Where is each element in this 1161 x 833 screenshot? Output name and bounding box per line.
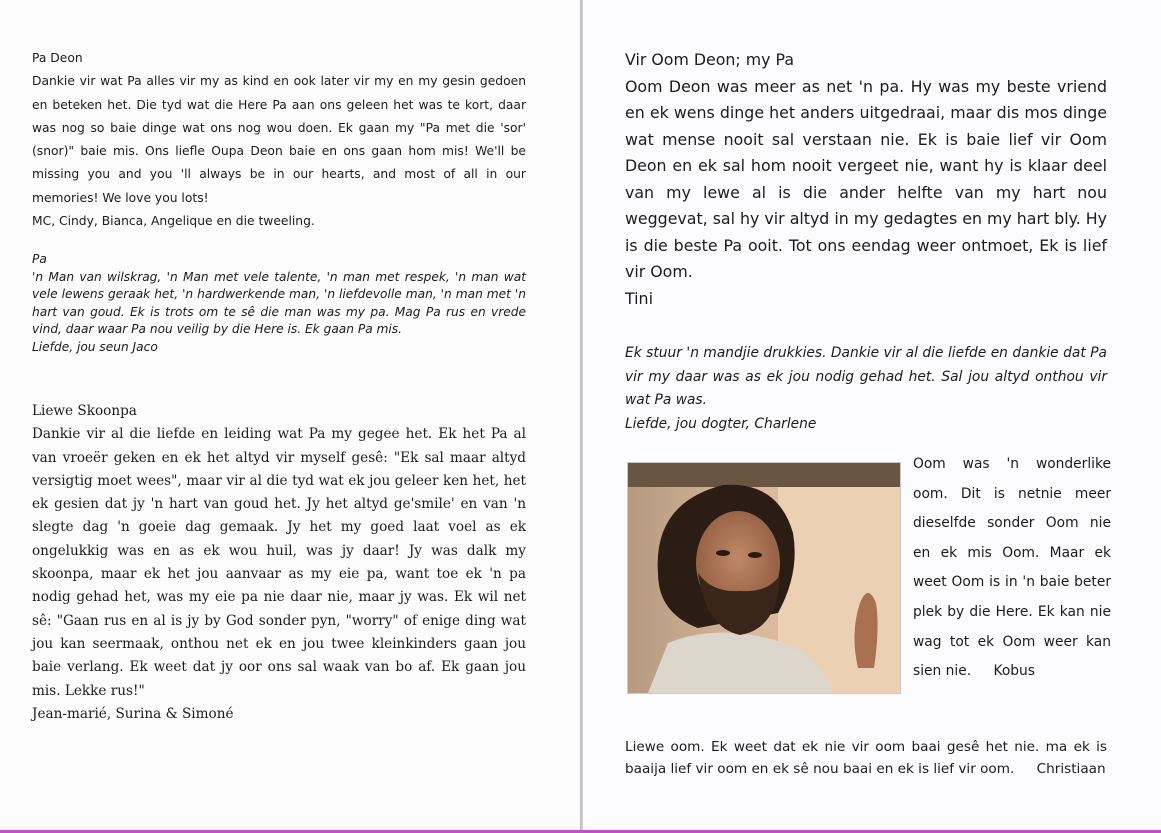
tribute-pa-deon: [32, 47, 526, 233]
tribute-body: Dankie vir al die liefde en leiding wat Pa my gegee het. Ek het Pa al van vroeër geken en ek het altyd vir myself gesê: "Ek sal maar altyd versigtig moet wees", maar vir al die tyd wat ek jou geleer ken het, het ek gesien dat jy 'n hart van goud het. Jy het altyd ge'smile' en van 'n slegte dag 'n goeie dag gemaak. Jy het my goed laat voel as ek ongelukkig was en as ek wou huil, was jy daar! Jy was dalk my skoonpa, maar ek het jou aanvaar as my eie pa, want toe ek 'n pa nodig gehad het, was my eie pa nie daar nie, maar jy was. Ek wil net sê: "Gaan rus en al is jy by God sonder pyn, "worry" of enige ding wat jou kan seermaak, onthou net ek en jou twee kleinkinders gaan jou baie verlang. Ek weet dat jy oor ons sal waak van bo af. Ek gaan jou mis. Lekke rus!": [32, 426, 526, 699]
tribute-heading: Vir Oom Deon; my Pa: [625, 50, 795, 69]
tribute-signature: Christiaan: [1036, 760, 1106, 777]
portrait-photo: [627, 462, 901, 694]
tribute-christiaan: [625, 737, 1107, 780]
tribute-signature: Kobus: [993, 663, 1035, 680]
tribute-pa: [32, 251, 526, 356]
tribute-charlene: [625, 342, 1107, 436]
tribute-vir-oom-deon: [625, 47, 1107, 312]
tribute-heading: Liewe Skoonpa: [32, 403, 137, 419]
tribute-liewe-skoonpa: [32, 400, 526, 726]
tribute-body: Oom Deon was meer as net 'n pa. Hy was my beste vriend en ek wens dinge het anders uitgedraai, maar dis mos dinge wat mense nooit sal verstaan nie. Ek is baie lief vir Oom Deon en ek sal hom nooit vergeet nie, want hy is klaar deel van my lewe al is die ander helfte van my hart nou weggevat, sal hy vir altyd in my gedagtes en my hart bly. Hy is die beste Pa ooit. Tot ons eendag weer ontmoet, Ek is lief vir Oom.: [625, 76, 1107, 281]
tribute-signature: MC, Cindy, Bianca, Angelique en die tweeling.: [32, 214, 315, 229]
tribute-kobus: [913, 450, 1111, 687]
tribute-heading: Pa: [32, 252, 47, 266]
tribute-signature: Tini: [625, 288, 653, 308]
tribute-signature: Liefde, jou seun Jaco: [32, 339, 158, 354]
tribute-body: Ek stuur 'n mandjie drukkies. Dankie vir al die liefde en dankie dat Pa vir my daar was as ek jou nodig gehad het. Sal jou altyd onthou vir wat Pa was.: [625, 345, 1107, 408]
tribute-signature: Liefde, jou dogter, Charlene: [625, 415, 817, 432]
tribute-body: Dankie vir wat Pa alles vir my as kind en ook later vir my en my gesin gedoen en beteken het. Die tyd wat die Here Pa aan ons geleen het was te kort, daar was nog so baie dinge wat ons nog wou doen. Ek gaan my "Pa met die 'sor' (snor)" baie mis. Ons liefle Oupa Deon baie en ons gaan hom mis! We'll be missing you and you 'll always be in our hearts, and most of all in our memories! We love you lots!: [32, 74, 526, 205]
tribute-body: Liewe oom. Ek weet dat ek nie vir oom baai gesê het nie. ma ek is baaija lief vir oom en ek sê nou baai en ek is lief vir oom.: [625, 739, 1107, 777]
tribute-heading: Pa Deon: [32, 51, 83, 65]
tribute-signature: Jean-marié, Surina & Simoné: [32, 705, 234, 722]
tribute-body: 'n Man van wilskrag, 'n Man met vele talente, 'n man met respek, 'n man wat vele lewens geraak het, 'n hardwerkende man, 'n liefdevolle man, 'n man met 'n hart van goud. Ek is trots om te sê die man was my pa. Mag Pa rus en vrede vind, daar waar Pa nou veilig by die Here is. Ek gaan Pa mis.: [32, 269, 526, 336]
tribute-body: Oom was 'n wonderlike oom. Dit is netnie meer dieselfde sonder Oom nie en ek mis Oom. Maar ek weet Oom is in 'n baie beter plek by die Here. Ek kan nie wag tot ek Oom weer kan sien nie.: [913, 456, 1111, 680]
